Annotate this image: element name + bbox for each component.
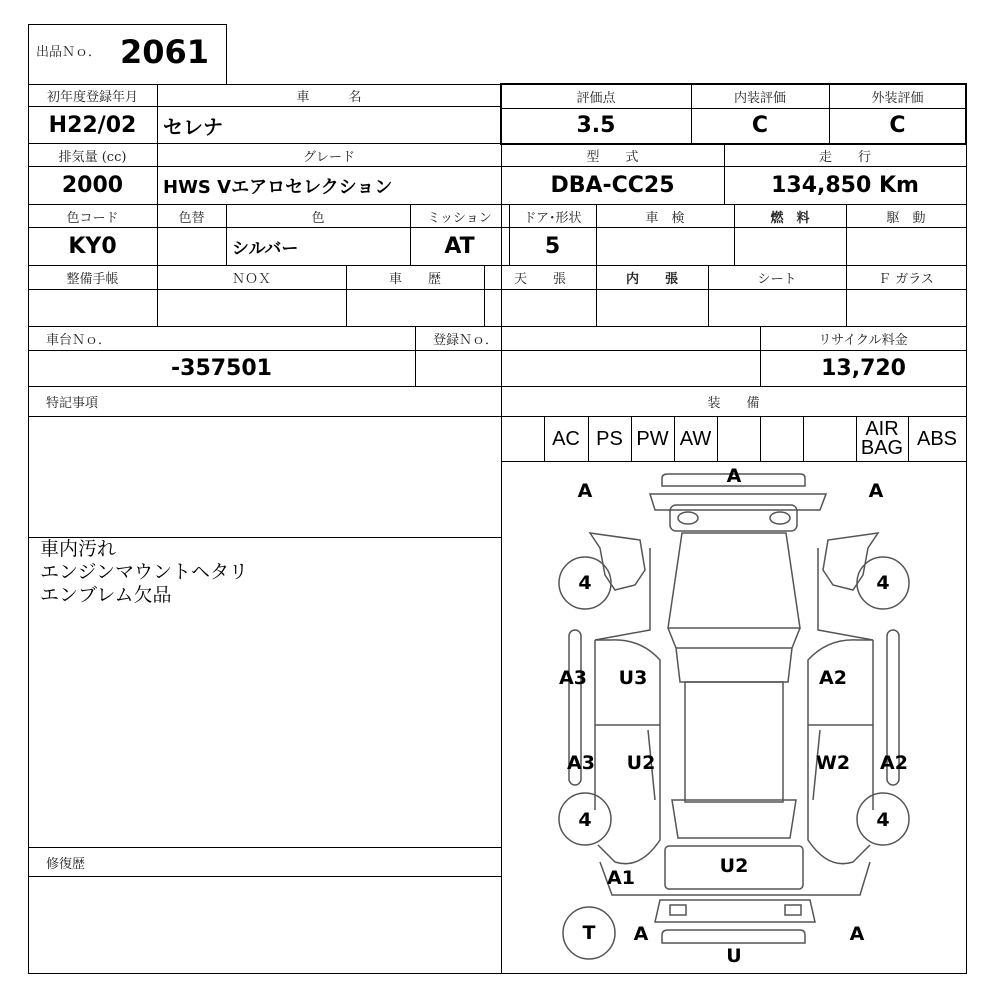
damage-rear-left-panel: A1: [607, 867, 635, 889]
damage-rear-left-corner: A: [633, 923, 649, 945]
equipment-item: AIR BAG: [860, 418, 904, 459]
damage-front-right-tire: 4: [876, 572, 890, 594]
front-glass-label: Ｆ ガラス: [878, 272, 934, 287]
displacement-label: 排気量 (cc): [58, 149, 127, 165]
car-name-label: 車 名: [296, 90, 362, 105]
lot-number: 2061: [120, 33, 210, 71]
chassis-number-value: -357501: [171, 356, 272, 381]
damage-right-rear-door: W2: [815, 752, 851, 774]
damage-right-front-door: A2: [819, 667, 847, 689]
interior-lining-label: 内 張: [625, 272, 678, 287]
displacement-value: 2000: [61, 173, 124, 198]
fuel-label: 燃 料: [770, 210, 810, 226]
first-registration-label: 初年度登録年月: [46, 90, 138, 105]
first-registration-value: H22/02: [48, 112, 137, 138]
damage-left-front-door: U3: [618, 667, 648, 689]
model-label: 型 式: [586, 149, 639, 165]
score-label: 評価点: [576, 91, 616, 106]
damage-front-left-corner: A: [577, 480, 593, 502]
equipment-item: AC: [552, 427, 580, 450]
notes-label: 特記事項: [46, 396, 99, 411]
damage-rear-right-tire: 4: [876, 809, 890, 831]
damage-front-bumper: A: [726, 465, 742, 487]
color-code-value: KY0: [68, 234, 117, 259]
damage-rear-left-tire: 4: [578, 809, 592, 831]
equipment-item: AW: [679, 427, 712, 450]
door-value: 5: [544, 234, 561, 259]
vehicle-history-label: 車 歴: [388, 272, 441, 287]
recycle-fee-value: 13,720: [821, 356, 906, 381]
color-label: 色: [311, 210, 325, 226]
model-value: DBA-CC25: [550, 173, 675, 198]
maintenance-book-label: 整備手帳: [66, 272, 119, 287]
drive-label: 駆 動: [886, 210, 926, 226]
damage-front-right-corner: A: [868, 480, 884, 502]
damage-rear-right-corner: A: [849, 923, 865, 945]
notes-line: 車内汚れ: [40, 538, 117, 560]
grade-value: HWS Vエアロセレクション: [163, 176, 393, 198]
repair-history-label: 修復歴: [46, 856, 86, 872]
color-change-label: 色替: [178, 210, 205, 226]
car-name-value: セレナ: [163, 114, 223, 139]
damage-front-left-tire: 4: [578, 572, 592, 594]
registration-number-label: 登録Ｎｏ．: [433, 333, 499, 348]
lot-label: 出品Ｎｏ．: [36, 44, 102, 60]
damage-left-rear-door: U2: [626, 752, 656, 774]
damage-right-rear-fender: A2: [880, 752, 908, 774]
color-code-label: 色コード: [66, 210, 119, 226]
equipment-item: PS: [596, 427, 623, 450]
score-value: 3.5: [576, 113, 616, 138]
mileage-label: 走 行: [818, 149, 871, 165]
equipment-label: 装 備: [707, 396, 760, 411]
chassis-number-label: 車台Ｎｏ．: [46, 333, 112, 348]
interior-grade-label: 内装評価: [733, 91, 786, 106]
mission-value: AT: [444, 234, 475, 259]
damage-rear-bumper: U: [726, 945, 742, 967]
color-value: シルバー: [232, 239, 299, 259]
mission-label: ミッション: [427, 210, 492, 226]
exterior-grade-value: C: [889, 113, 906, 138]
damage-rear-glass: U2: [719, 855, 749, 877]
equipment-item: ABS: [916, 427, 958, 450]
notes-line: エンブレム欠品: [40, 584, 172, 606]
nox-label: ＮＯＸ: [231, 272, 271, 287]
damage-left-rear-fender: A3: [567, 752, 595, 774]
door-label: ドア･形状: [523, 210, 582, 226]
grade-label: グレード: [302, 149, 355, 165]
inspection-label: 車 検: [645, 210, 685, 226]
recycle-fee-label: リサイクル料金: [818, 333, 908, 348]
mileage-value: 134,850 Km: [771, 173, 919, 198]
equipment-item: PW: [636, 427, 669, 450]
exterior-grade-label: 外装評価: [871, 91, 924, 106]
damage-spare-tire: T: [582, 922, 596, 944]
roof-lining-label: 天 張: [513, 272, 566, 287]
interior-grade-value: C: [751, 113, 769, 138]
damage-left-front-fender: A3: [559, 667, 587, 689]
notes-line: エンジンマウントヘタリ: [40, 561, 249, 583]
seat-label: シート: [757, 272, 797, 287]
